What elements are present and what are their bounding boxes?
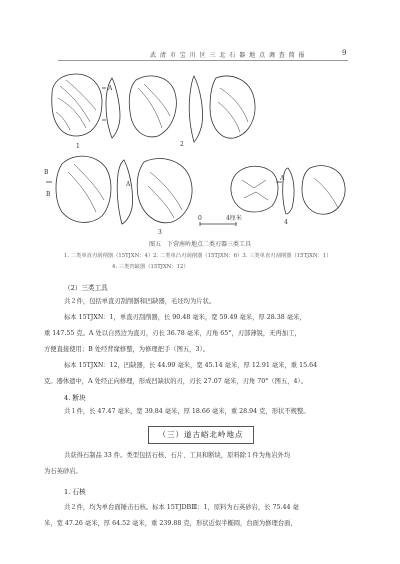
figure-number-4: 4	[284, 219, 288, 226]
tools-heading: （2）三类工具	[64, 284, 108, 292]
tool-4-reverse-drawing	[302, 166, 345, 215]
scale-bar	[200, 222, 236, 226]
tool-4-face-drawing	[231, 166, 278, 212]
label-tool-3-a: A	[126, 181, 131, 188]
debris-heading: 4. 断块	[64, 394, 86, 402]
tools-p1-line-1: 标本 15TJXN：1，单直刃刮削器，长 90.48 毫米，宽 59.49 毫米，厚 28.38 毫米，	[64, 314, 306, 321]
tool-2-profile-drawing	[189, 76, 202, 142]
label-tool-4-a: A	[280, 175, 285, 182]
scale-min: 0	[198, 215, 202, 222]
label-tool-3-b: B	[44, 169, 49, 176]
figure-number-2: 2	[180, 141, 184, 148]
label-tool-3-b-lower: B	[46, 191, 51, 198]
tools-p1-line-3: 方便直接使用；B 处经背缘修整，为修理把手（图五，3）。	[44, 346, 209, 353]
tool-3-reverse-drawing	[137, 159, 192, 223]
stone-tool-drawings	[40, 64, 360, 236]
tools-p2-line-1: 标本 15TJXN：12，凹缺器，长 44.99 毫米，宽 45.14 毫米，厚 12.91 毫米，重 15.64	[64, 362, 318, 369]
core-text-line-2: 米，宽 47.26 毫米，厚 64.52 毫米，重 239.88 克，形状近似半椭圆，台面为修理台面，	[44, 520, 297, 527]
tool-3-face-drawing	[56, 156, 111, 222]
tools-p2-line-2: 克。器体遗中，A 处经正向修理，形成凹缺状的刃，刃长 27.07 毫米，刃角 70°（图五，4）。	[44, 378, 307, 385]
section-title-box	[148, 426, 254, 444]
header-rule	[58, 60, 348, 61]
section-title: （三）道古峪北岭地点	[158, 430, 244, 439]
tools-p1-line-2: 重 147.55 克。A 处以自然边为直刃，刃长 36.78 毫米，刃角 65°，刃部薄锐，无再加工，	[44, 330, 301, 337]
stone-tool-figure	[40, 64, 360, 236]
sec3-intro-line-2: 为石英砂岩。	[44, 468, 82, 475]
tool-1-face-drawing	[52, 74, 102, 136]
figure-legend-line-1: 1. 二类单直刃刮削器（15TJXN：4）2. 二类单凸刃刮削器（15TJXN：6）3. 三类单直刃刮削器（15TJXN：1）	[64, 253, 332, 259]
page-number: 9	[342, 49, 347, 57]
tool-4-side-drawing	[283, 168, 294, 214]
figure-number-3: 3	[158, 229, 162, 236]
running-head: 武 清 市 宝 川 区 三 北 石 器 地 点 调 查 简 报	[150, 52, 306, 59]
debris-text: 共１件，长 47.47 毫米，宽 39.84 毫米，厚 18.66 毫米，重 28.94 克，形状不规整。	[64, 408, 310, 415]
scale-max: 4厘米	[226, 215, 242, 222]
tool-3-side-drawing	[117, 160, 132, 224]
tools-intro: 共２件，包括单直刃刮削器和凹缺器，毛坯均为片状。	[64, 298, 216, 305]
figure-legend-line-2: 4. 三类凹缺器（15TJXN：12）	[112, 264, 189, 270]
core-heading: 1. 石核	[64, 488, 86, 496]
figure-number-1: 1	[76, 143, 80, 150]
label-tool-1-a: A	[108, 85, 113, 92]
tool-2-face-drawing	[129, 76, 176, 137]
core-text-line-1: 共２件，均为单台面锤击石核。标本 15TJDBⅢ：1，原料为石英砂岩，长 75.44 毫	[64, 504, 299, 511]
sec3-intro-line-1: 共获得石制品 33 件。类型包括石核、石片、工具和断块，原料除１件为角岩外均	[64, 452, 291, 459]
tool-2-reverse-drawing	[210, 76, 255, 138]
figure-caption: 图五 下营南岭地点二类刃器三类工具	[148, 241, 251, 248]
